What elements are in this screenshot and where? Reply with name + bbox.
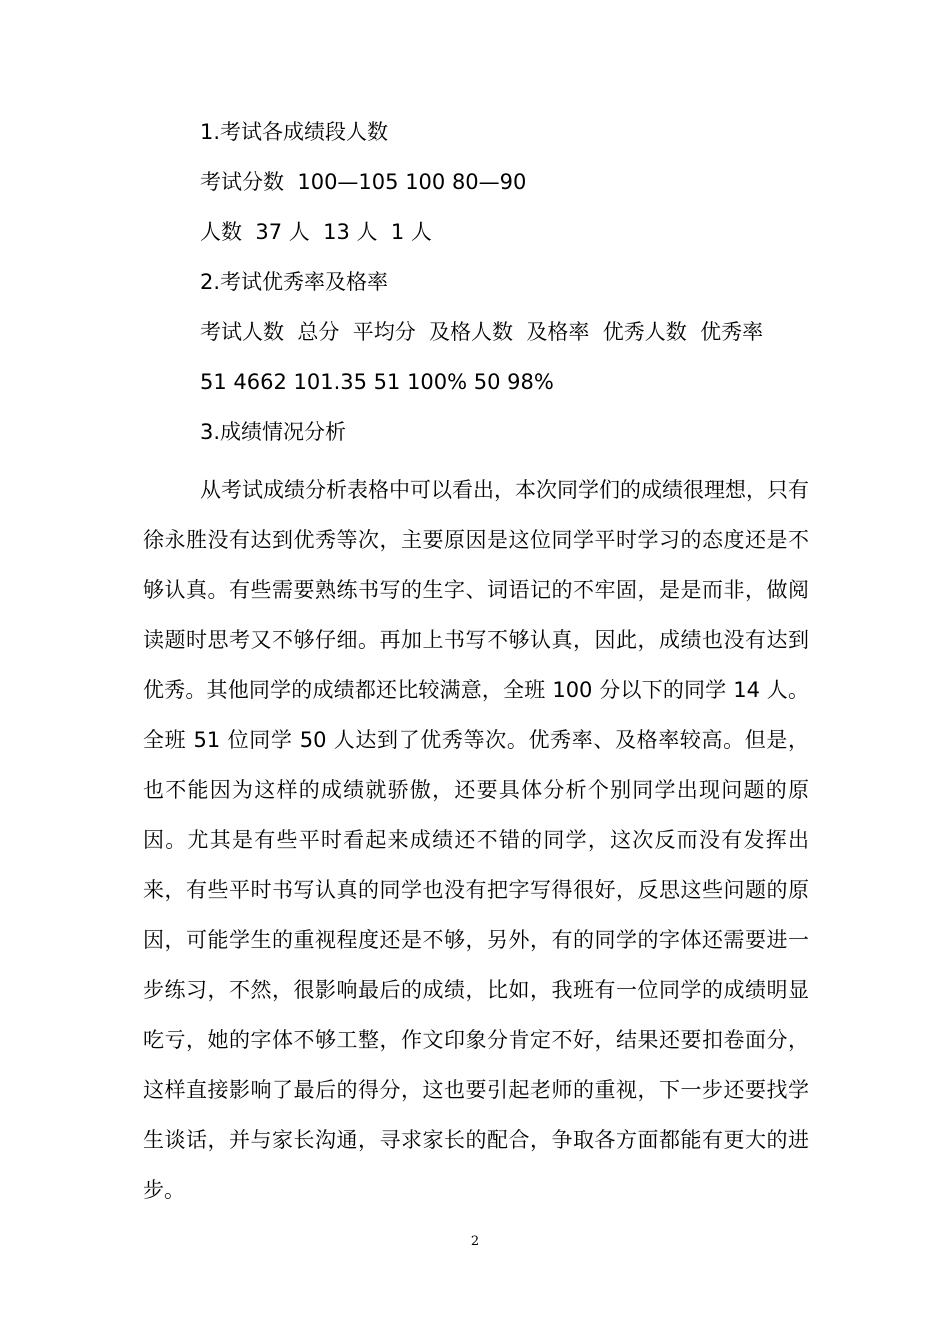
- stats-header-row: 考试人数 总分 平均分 及格人数 及格率 优秀人数 优秀率: [200, 320, 764, 344]
- section-heading-score-bands: 1.考试各成绩段人数: [200, 120, 389, 144]
- section-heading-analysis: 3.成绩情况分析: [200, 420, 347, 444]
- section-heading-rates: 2.考试优秀率及格率: [200, 270, 389, 294]
- stats-values-row: 51 4662 101.35 51 100% 50 98%: [200, 370, 554, 394]
- score-counts-row: 人数 37 人 13 人 1 人: [200, 220, 432, 244]
- page-number: 2: [470, 1234, 480, 1249]
- score-bands-row: 考试分数 100—105 100 80—90: [200, 170, 527, 194]
- analysis-paragraph: 从考试成绩分析表格中可以看出，本次同学们的成绩很理想，只有徐永胜没有达到优秀等次，主要原因是这位同学平时学习的态度还是不够认真。有些需要熟练书写的生字、词语记的不牢固，是是而非，做阅读题时思考又不够仔细。再加上书写不够认真，因此，成绩也没有达到优秀。其他同学的成绩都还比较满意，全班 100 分以下的同学 14 人。全班 51 位同学 50 人达到了优秀等次。优秀率、及格率较高。但是，也不能因为这样的成绩就骄傲，还要具体分析个别同学出现问题的原因。尤其是有些平时看起来成绩还不错的同学，这次反而没有发挥出来，有些平时书写认真的同学也没有把字写得很好，反思这些问题的原因，可能学生的重视程度还是不够，另外，有的同学的字体还需要进一步练习，不然，很影响最后的成绩，比如，我班有一位同学的成绩明显吃亏，她的字体不够工整，作文印象分肯定不好，结果还要扣卷面分，这样直接影响了最后的得分，这也要引起老师的重视，下一步还要找学生谈话，并与家长沟通，寻求家长的配合，争取各方面都能有更大的进步。: [143, 478, 809, 1202]
